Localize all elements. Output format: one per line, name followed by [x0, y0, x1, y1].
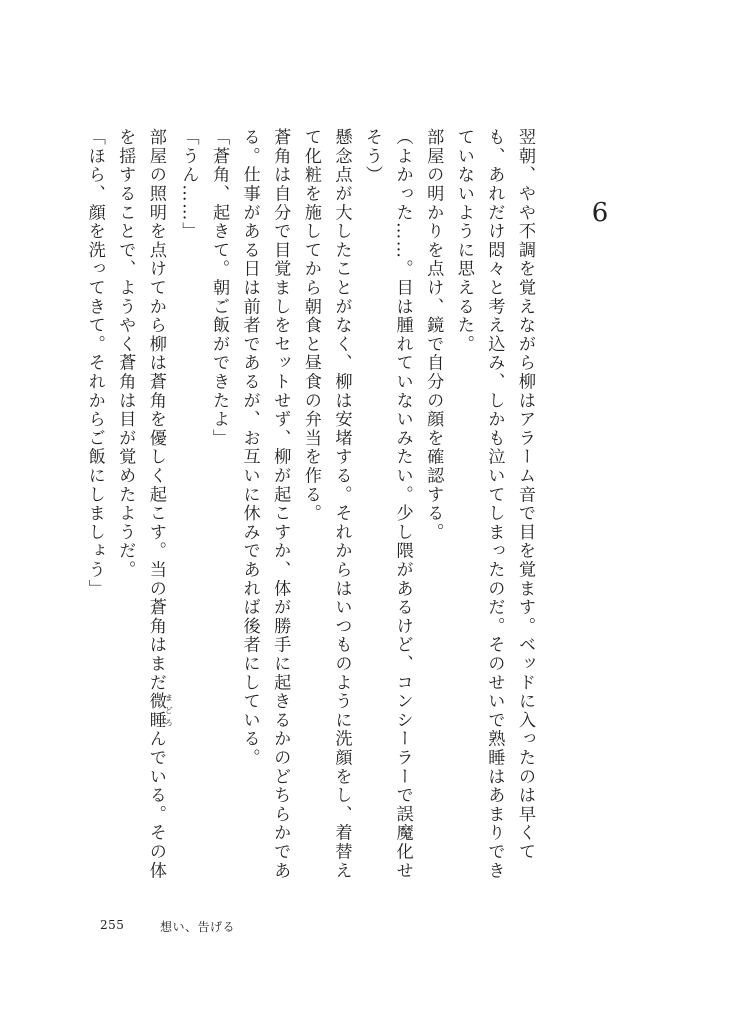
paragraph: 蒼角は自分で目覚ましをセットせず、柳が起こすか、体が勝手に起きるかのどちらかである。仕事がある日は前者であるが、お互いに休みであれば後者にしている。 — [239, 128, 291, 880]
paragraph: 翌朝、やや不調を覚えながら柳はアラーム音で目を覚ます。ベッドに入ったのは早くても、あれだけ悶々と考え込み、しかも泣いてしまったのだ。そのせいで熟睡はあまりできていないように思えるた。 — [453, 128, 535, 880]
body-text — [79, 128, 540, 898]
ruby-base: 微睡 — [145, 692, 166, 730]
ruby-annotation — [145, 692, 174, 730]
paragraph-with-ruby — [110, 128, 173, 898]
paragraph-text: んでいる。その体を揺することで、ようやく蒼角は目が覚めたようだ。 — [115, 128, 166, 881]
paragraph: （よかった……。目は腫れていないみたい。少し隈があるけど、コンシーラーで誤魔化せそう） — [362, 128, 413, 880]
paragraph-text: 部屋の照明を点けてから柳は蒼角を優しく起こす。当の蒼角はまだ — [145, 128, 166, 692]
dialogue-line: 「うん……」 — [178, 128, 199, 241]
paragraph: 懸念点が大したことがなく、柳は安堵する。それからはいつものように洗顔をし、着替えて化粧を施してから朝食と昼食の弁当を作る。 — [300, 128, 352, 880]
chapter-number: 6 — [591, 198, 609, 228]
ruby-reading: まどろ — [164, 692, 174, 730]
dialogue-line: 「ほら、顔を洗ってきて。それからご飯にしましょう」 — [84, 128, 105, 598]
running-title: 想い、告げる — [160, 920, 236, 934]
page-number: 255 — [100, 918, 125, 932]
paragraph: 部屋の明かりを点け、鏡で自分の顔を確認する。 — [423, 128, 444, 542]
dialogue-line: 「蒼角、起きて。朝ご飯ができたよ」 — [209, 128, 230, 448]
